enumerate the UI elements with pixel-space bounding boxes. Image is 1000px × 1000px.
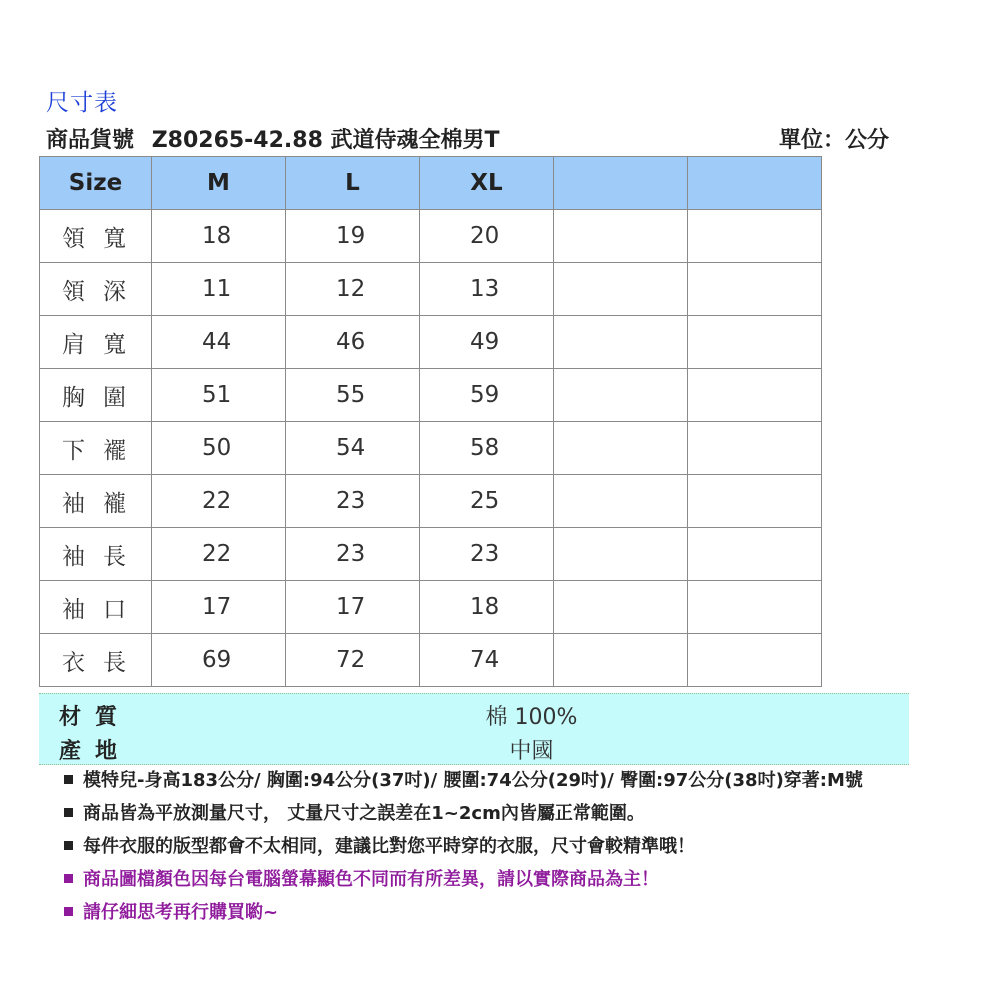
origin-label: 產地 [59, 739, 132, 764]
table-row [40, 528, 822, 581]
table-cell [554, 422, 688, 475]
row-label: 領深 [40, 263, 152, 316]
note-text: 模特兒-身高183公分/ 胸圍:94公分(37吋)/ 腰圍:74公分(29吋)/ 臀圍:97公分(38吋)穿著:M號 [83, 770, 863, 791]
note-text: 每件衣服的版型都會不太相同，建議比對您平時穿的衣服，尺寸會較精準哦！ [83, 836, 695, 857]
table-cell [554, 581, 688, 634]
table-row [40, 316, 822, 369]
table-cell [688, 581, 822, 634]
row-label: 袖口 [40, 581, 152, 634]
row-label: 袖襱 [40, 475, 152, 528]
table-cell: 69 [152, 634, 286, 687]
note-item [64, 900, 863, 933]
note-item [64, 834, 863, 867]
table-cell: 44 [152, 316, 286, 369]
header-size: Size [40, 157, 152, 210]
table-cell [554, 528, 688, 581]
square-bullet-icon [64, 808, 73, 817]
table-cell [688, 528, 822, 581]
row-label: 胸圍 [40, 369, 152, 422]
table-cell: 54 [286, 422, 420, 475]
table-cell: 22 [152, 528, 286, 581]
header-empty [688, 157, 822, 210]
table-cell: 22 [152, 475, 286, 528]
table-cell [554, 263, 688, 316]
note-text: 商品圖檔顏色因每台電腦螢幕顯色不同而有所差異，請以實際商品為主！ [83, 869, 659, 890]
table-cell: 17 [286, 581, 420, 634]
square-bullet-icon [64, 907, 73, 916]
table-row [40, 369, 822, 422]
header-l: L [286, 157, 420, 210]
table-cell: 20 [420, 210, 554, 263]
table-row [40, 422, 822, 475]
note-item [64, 867, 863, 900]
note-item [64, 768, 863, 801]
table-cell: 59 [420, 369, 554, 422]
table-cell: 19 [286, 210, 420, 263]
unit-label: 單位：公分 [779, 128, 890, 153]
square-bullet-icon [64, 841, 73, 850]
product-code: Z80265-42.88 武道侍魂全棉男T [151, 128, 500, 153]
table-cell: 18 [420, 581, 554, 634]
note-item [64, 801, 863, 834]
table-cell: 18 [152, 210, 286, 263]
table-cell: 49 [420, 316, 554, 369]
table-cell: 50 [152, 422, 286, 475]
table-cell: 25 [420, 475, 554, 528]
table-cell: 23 [420, 528, 554, 581]
table-cell [688, 475, 822, 528]
product-line [46, 123, 500, 154]
table-cell [688, 316, 822, 369]
table-cell: 11 [152, 263, 286, 316]
origin-value: 中國 [509, 739, 554, 764]
table-cell: 23 [286, 475, 420, 528]
header-empty [554, 157, 688, 210]
material-origin-band [39, 693, 909, 765]
table-cell [554, 369, 688, 422]
row-label: 肩寬 [40, 316, 152, 369]
header-m: M [152, 157, 286, 210]
table-cell [688, 263, 822, 316]
table-cell: 13 [420, 263, 554, 316]
table-cell: 74 [420, 634, 554, 687]
table-cell: 72 [286, 634, 420, 687]
table-row [40, 634, 822, 687]
row-label: 衣長 [40, 634, 152, 687]
table-cell [554, 634, 688, 687]
table-cell: 46 [286, 316, 420, 369]
table-header-row [40, 157, 822, 210]
table-row [40, 475, 822, 528]
table-cell [688, 369, 822, 422]
notes-list [64, 768, 863, 933]
table-cell: 17 [152, 581, 286, 634]
table-cell [688, 634, 822, 687]
size-table [39, 156, 822, 687]
row-label: 下襬 [40, 422, 152, 475]
row-label: 袖長 [40, 528, 152, 581]
table-row [40, 263, 822, 316]
note-text: 請仔細思考再行購買喲~ [83, 902, 279, 923]
header-xl: XL [420, 157, 554, 210]
table-cell: 23 [286, 528, 420, 581]
table-cell [688, 210, 822, 263]
material-label: 材質 [59, 705, 132, 730]
table-cell: 12 [286, 263, 420, 316]
table-cell: 55 [286, 369, 420, 422]
table-row [40, 210, 822, 263]
row-label: 領寬 [40, 210, 152, 263]
square-bullet-icon [64, 775, 73, 784]
table-cell: 51 [152, 369, 286, 422]
table-cell [554, 316, 688, 369]
table-cell [688, 422, 822, 475]
note-text: 商品皆為平放測量尺寸， 丈量尺寸之誤差在1~2cm內皆屬正常範圍。 [83, 803, 645, 824]
table-cell: 58 [420, 422, 554, 475]
square-bullet-icon [64, 874, 73, 883]
page-title: 尺寸表 [46, 90, 118, 116]
table-cell [554, 210, 688, 263]
table-cell [554, 475, 688, 528]
product-code-label: 商品貨號 [46, 128, 135, 153]
table-row [40, 581, 822, 634]
material-value: 棉 100% [485, 705, 578, 730]
